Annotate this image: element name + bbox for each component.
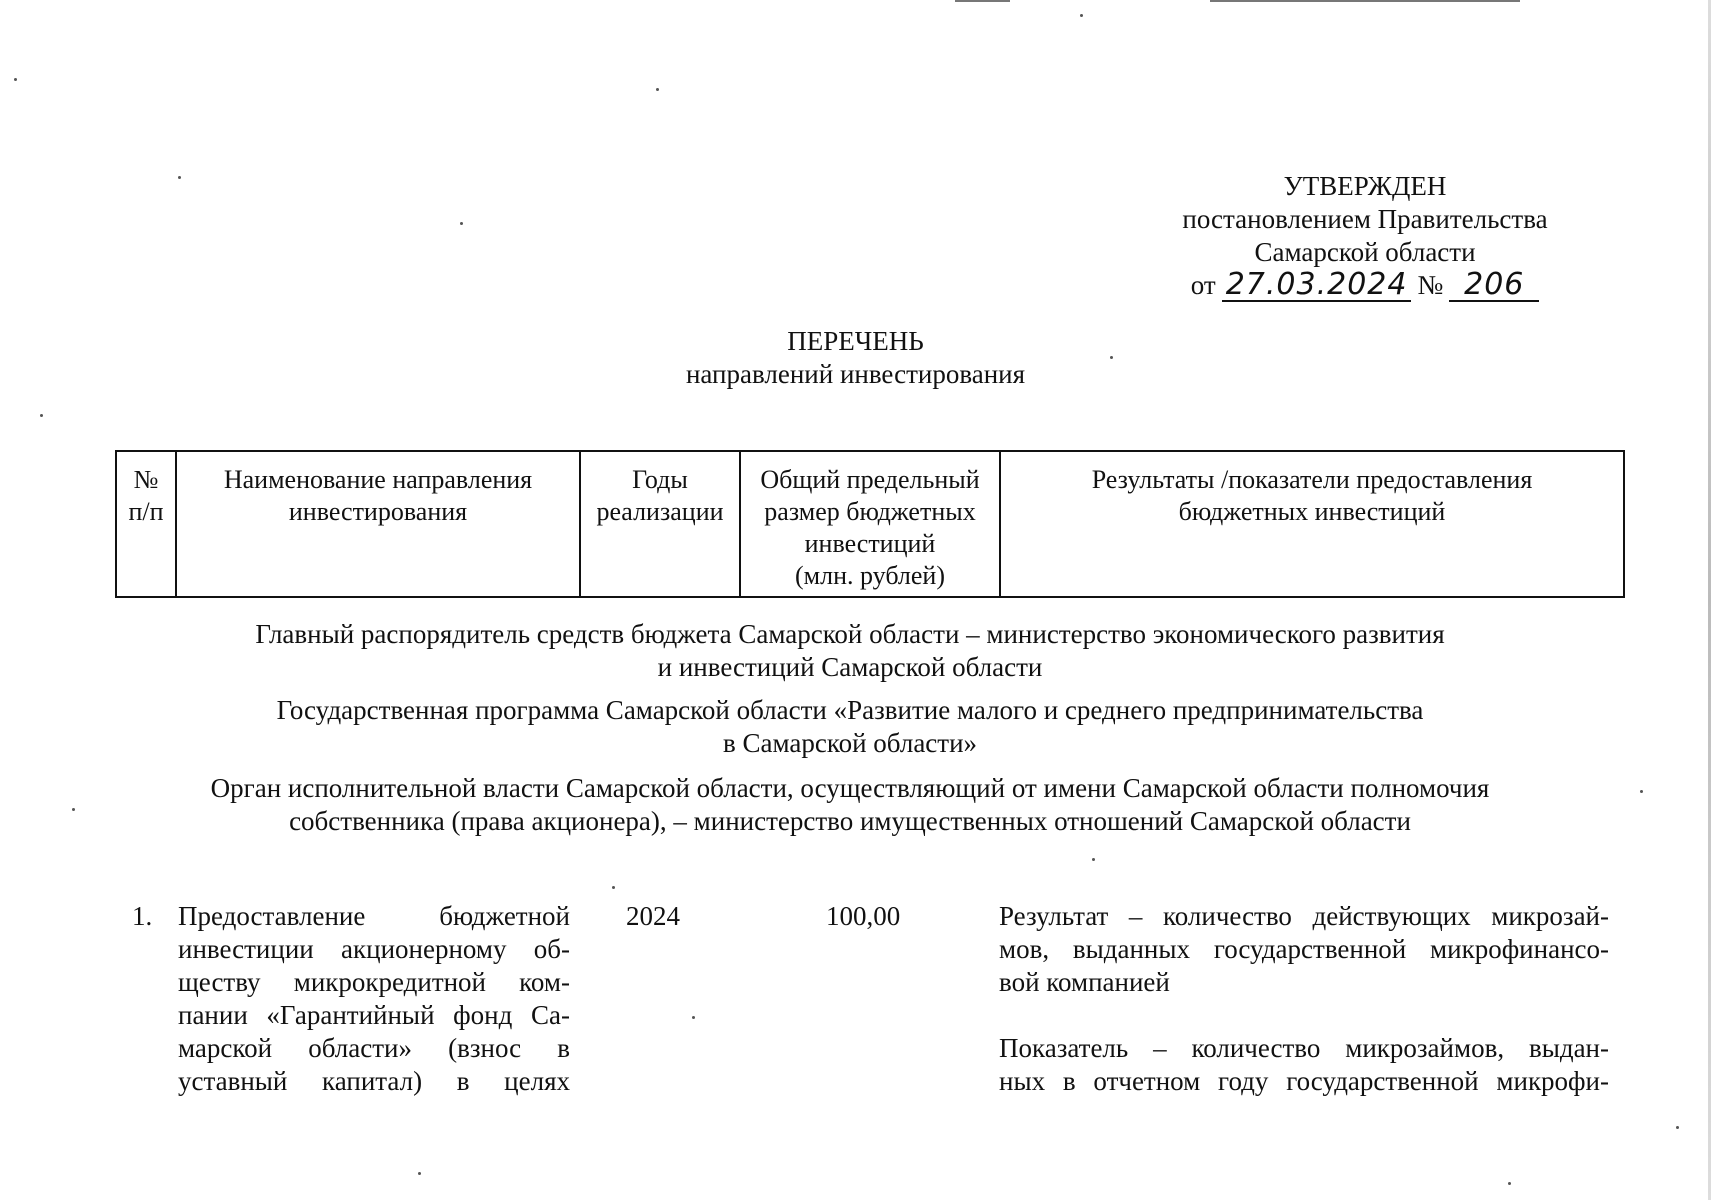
result-line: мов, выданных государственной микрофинансо- — [999, 934, 1609, 964]
scan-speck — [418, 1172, 421, 1175]
section-text: Главный распорядитель средств бюджета Самарской области – министерство экономического развития — [255, 619, 1445, 649]
header-cell-num — [116, 451, 176, 597]
row-results — [999, 900, 1609, 1098]
row-name-line: уставный капитал) в целях — [178, 1066, 570, 1096]
header-cell-name — [176, 451, 580, 597]
section-executive-authority — [150, 772, 1550, 838]
header-text: (млн. рублей) — [795, 561, 945, 590]
date-prefix: от — [1190, 270, 1216, 300]
scan-speck — [1110, 356, 1113, 359]
scan-speck — [1092, 858, 1095, 861]
scan-artifact-line — [955, 0, 1010, 2]
header-text: бюджетных инвестиций — [1178, 497, 1446, 526]
section-budget-manager — [150, 618, 1550, 684]
indicator-line: Показатель – количество микрозаймов, выдан- — [999, 1033, 1609, 1063]
header-text: инвестиций — [804, 529, 936, 558]
header-cell-amount — [740, 451, 1000, 597]
title-main: ПЕРЕЧЕНЬ — [787, 326, 924, 356]
header-text: № — [133, 465, 159, 494]
approval-region: Самарской области — [1254, 237, 1476, 267]
section-text: Орган исполнительной власти Самарской области, осуществляющий от имени Самарской области полномочия — [210, 773, 1490, 803]
scan-speck — [178, 176, 181, 179]
header-row — [116, 451, 1624, 597]
handwritten-number: 206 — [1449, 270, 1539, 302]
scan-speck — [1080, 14, 1083, 17]
result-line: Результат – количество действующих микрозай- — [999, 901, 1609, 931]
header-text: Годы — [632, 465, 688, 494]
approval-block — [1140, 170, 1590, 302]
scan-speck — [656, 88, 659, 91]
section-text: в Самарской области» — [722, 728, 978, 758]
header-text: размер бюджетных — [764, 497, 976, 526]
number-sign: № — [1417, 270, 1444, 300]
scan-speck — [460, 222, 463, 225]
header-text: Общий предельный — [760, 465, 980, 494]
approval-decree: постановлением Правительства — [1182, 204, 1548, 234]
scan-speck — [612, 886, 615, 889]
scan-speck — [72, 808, 75, 811]
scan-speck — [1676, 1126, 1679, 1129]
section-text: и инвестиций Самарской области — [657, 652, 1043, 682]
row-name-line: пании «Гарантийный фонд Са- — [178, 1000, 570, 1030]
header-text: п/п — [128, 497, 164, 526]
row-name-line: ществу микрокредитной ком- — [178, 967, 570, 997]
section-text: собственника (права акционера), – министерство имущественных отношений Самарской области — [289, 806, 1411, 836]
row-amount: 100,00 — [826, 901, 901, 931]
row-direction-name — [178, 900, 570, 1098]
scan-speck — [40, 414, 43, 417]
row-years: 2024 — [626, 901, 680, 931]
section-state-program — [150, 694, 1550, 760]
scan-speck — [692, 1016, 695, 1019]
investment-table-header — [115, 450, 1625, 598]
scan-speck — [1508, 1182, 1511, 1185]
header-cell-years — [580, 451, 740, 597]
approval-date-line — [1140, 269, 1590, 302]
row-name-line: инвестиции акционерному об- — [178, 934, 570, 964]
section-text: Государственная программа Самарской области «Развитие малого и среднего предпринимательства — [276, 695, 1424, 725]
header-text: реализации — [596, 497, 724, 526]
header-text: Результаты /показатели предоставления — [1091, 465, 1533, 494]
header-text: инвестирования — [288, 497, 468, 526]
scan-artifact-line — [1210, 0, 1520, 2]
scan-speck — [14, 78, 17, 81]
result-spacer — [999, 999, 1609, 1032]
result-line: вой компанией — [999, 967, 1170, 997]
title-sub: направлений инвестирования — [685, 359, 1026, 389]
document-title — [0, 325, 1711, 391]
header-text: Наименование направления — [223, 465, 533, 494]
row-name-line: марской области» (взнос в — [178, 1033, 570, 1063]
row-number: 1. — [132, 901, 153, 931]
scan-speck — [1640, 790, 1643, 793]
handwritten-date: 27.03.2024 — [1222, 270, 1412, 302]
row-name-line: Предоставление бюджетной — [178, 901, 570, 931]
indicator-line: ных в отчетном году государственной микрофи- — [999, 1066, 1609, 1096]
approval-heading: УТВЕРЖДЕН — [1283, 171, 1447, 201]
header-cell-results — [1000, 451, 1624, 597]
